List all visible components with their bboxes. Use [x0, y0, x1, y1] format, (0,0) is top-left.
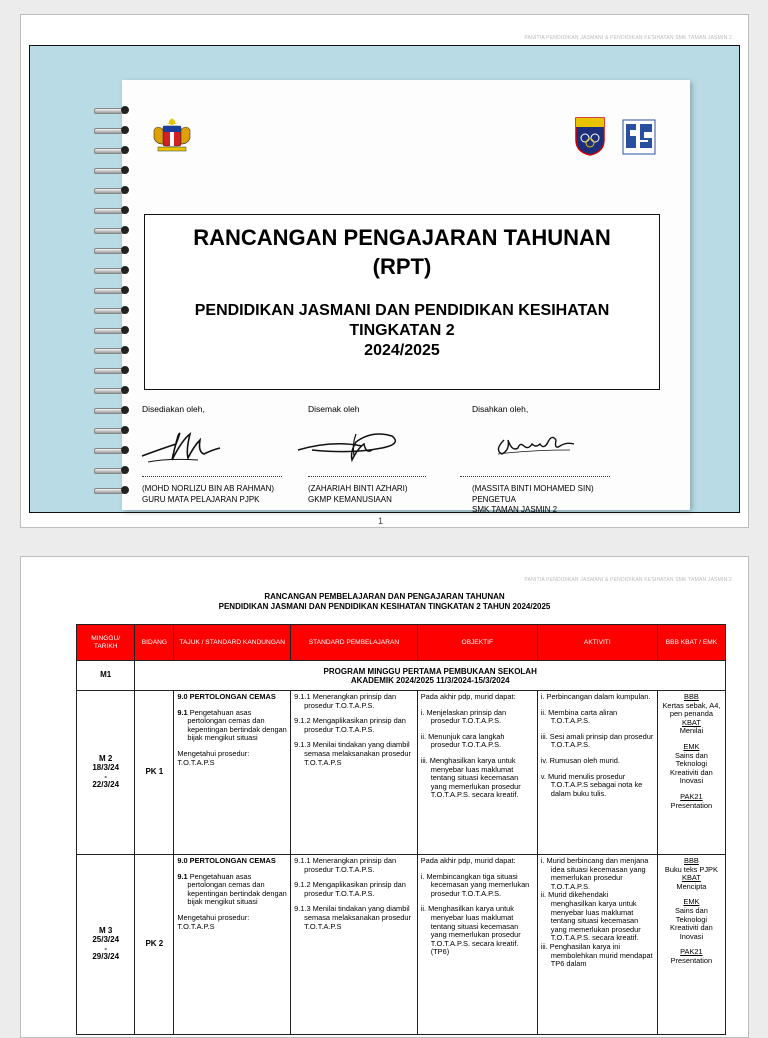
plan-page: [20, 556, 749, 1038]
topic-note: Mengetahui prosedur: T.O.T.A.P.S: [177, 748, 250, 767]
objective-cell: [417, 691, 537, 855]
content-standard: Pengetahuan asas pertolongan cemas dan kepentingan bertindak dengan bijak mengikut situasi: [187, 871, 287, 907]
prepared-by-label: Disediakan oleh,: [142, 404, 205, 414]
spiral-ring: [94, 186, 134, 194]
objective-item: iii. Menghasilkan karya untuk menyebar luas maklumat tentang situasi kecemasan yang memerlukan prosedur T.O.T.A.P.S. secara kreatif.: [420, 755, 521, 800]
sports-logo-icon: [622, 118, 656, 156]
form-level: TINGKATAN 2: [349, 322, 455, 339]
spiral-ring: [94, 446, 134, 454]
week-end: 22/3/24: [92, 780, 120, 790]
learning-standard-cell: [291, 855, 418, 1035]
spiral-ring: [94, 326, 134, 334]
spiral-ring: [94, 386, 134, 394]
activity-cell: [537, 691, 657, 855]
spiral-ring: [94, 426, 134, 434]
column-header: BIDANG: [135, 625, 174, 661]
spiral-ring: [94, 166, 134, 174]
week-number: M 2: [99, 754, 113, 764]
content-standard: Pengetahuan asas pertolongan cemas dan kepentingan bertindak dengan bijak mengikut situasi: [187, 707, 287, 743]
spiral-ring: [94, 226, 134, 234]
week-cell: [77, 855, 135, 1035]
spiral-ring: [94, 406, 134, 414]
bbb-text: Kertas sebak, A4, pen penanda: [662, 700, 721, 719]
objective-intro: Pada akhir pdp, murid dapat:: [420, 856, 516, 865]
lesson-plan-table: [76, 624, 726, 1035]
plan-title: [21, 592, 748, 611]
objective-item: ii. Menghasilkan karya untuk menyebar luas maklumat tentang situasi kecemasan yang memerlukan prosedur T.O.T.A.P.S. secara kreatif. (TP6): [420, 904, 521, 957]
table-header-row: [77, 625, 726, 661]
learning-standard: 9.1.2 Mengaplikasikan prinsip dan prosedur T.O.T.A.P.S.: [294, 716, 406, 734]
activity-item: iii. Sesi amali prinsip dan prosedur T.O.T.A.P.S.: [540, 731, 654, 750]
week-cell: [77, 691, 135, 855]
objective-item: i. Menjelaskan prinsip dan prosedur T.O.T.A.P.S.: [420, 707, 507, 726]
cover-page: [20, 14, 749, 528]
topic-heading: 9.0 PERTOLONGAN CEMAS: [177, 692, 276, 701]
learning-standard: 9.1.1 Menerangkan prinsip dan prosedur T.O.T.A.P.S.: [294, 856, 397, 874]
learning-standard: 9.1.1 Menerangkan prinsip dan prosedur T.O.T.A.P.S.: [294, 692, 397, 710]
document-title: RANCANGAN PENGAJARAN TAHUNAN: [193, 225, 611, 250]
spiral-ring: [94, 266, 134, 274]
signatory-position: GURU MATA PELAJARAN PJPK: [142, 494, 260, 504]
approved-by-label: Disahkan oleh,: [472, 404, 529, 414]
activity-item: v. Murid menulis prosedur T.O.T.A.P.S sebagai nota ke dalam buku tulis.: [540, 771, 643, 798]
week-number: M 3: [99, 926, 113, 936]
coat-of-arms-icon: [150, 116, 194, 156]
column-header: OBJEKTIF: [417, 625, 537, 661]
signatory-school: SMK TAMAN JASMIN 2: [472, 505, 558, 514]
spiral-ring: [94, 286, 134, 294]
spiral-ring: [94, 306, 134, 314]
program-date: AKADEMIK 2024/2025 11/3/2024-15/3/2024: [350, 675, 510, 685]
column-header: AKTIVITI: [537, 625, 657, 661]
standard-number: 9.1: [177, 871, 188, 881]
column-header: BBB KBAT / EMK: [657, 625, 725, 661]
bbb-label: BBB: [684, 856, 699, 865]
emk-label: EMK: [683, 741, 700, 751]
objective-intro: Pada akhir pdp, murid dapat:: [420, 692, 516, 701]
activity-item: ii. Murid dikehendaki menghasilkan karya untuk menyebar luas maklumat tentang situasi kecemasan yang memerlukan prosedur T.O.T.A.P.S. secara kreatif.: [540, 890, 641, 943]
spiral-ring: [94, 146, 134, 154]
column-header: TAJUK / STANDARD KANDUNGAN: [174, 625, 291, 661]
week-cell: M1: [77, 661, 135, 691]
pak21-text: Presentation: [670, 955, 713, 965]
kbat-label: KBAT: [682, 873, 701, 883]
resources-cell: [657, 855, 725, 1035]
emk-text: Sains dan Teknologi Kreativiti dan Inovasi: [670, 750, 713, 786]
emk-text: Sains dan Teknologi Kreativiti dan Inovasi: [670, 905, 713, 941]
kbat-text: Mencipta: [676, 881, 707, 891]
spiral-ring: [94, 366, 134, 374]
field-cell: PK 1: [135, 691, 174, 855]
field-cell: PK 2: [135, 855, 174, 1035]
plan-subtitle-line: PENDIDIKAN JASMANI DAN PENDIDIKAN KESIHATAN TINGKATAN 2 TAHUN 2024/2025: [218, 601, 551, 611]
checked-by-label: Disemak oleh: [308, 404, 360, 414]
signature-2-icon: [292, 420, 412, 470]
pak21-text: Presentation: [670, 800, 713, 810]
objective-item: i. Membincangkan tiga situasi kecemasan yang memerlukan prosedur T.O.T.A.P.S.: [420, 871, 530, 898]
topic-heading: 9.0 PERTOLONGAN CEMAS: [177, 856, 276, 865]
program-title: PROGRAM MINGGU PERTAMA PEMBUKAAN SEKOLAH: [323, 666, 537, 676]
resources-cell: [657, 691, 725, 855]
topic-cell: [174, 691, 291, 855]
column-header: STANDARD PEMBELAJARAN: [291, 625, 418, 661]
page-number: 1: [378, 516, 384, 526]
header-note: PANITIA PENDIDIKAN JASMANI & PENDIDIKAN KESIHATAN SMK TAMAN JASMIN 2: [524, 577, 732, 583]
document-title-abbr: (RPT): [372, 254, 432, 279]
week-start: 25/3/24: [92, 934, 120, 944]
learning-standard: 9.1.3 Menilai tindakan yang diambil semasa melaksanakan prosedur T.O.T.A.P.S: [294, 740, 411, 767]
kbat-label: KBAT: [682, 717, 701, 727]
emk-label: EMK: [683, 897, 700, 907]
activity-item: i. Perbincangan dalam kumpulan.: [540, 692, 651, 701]
activity-item: ii. Membina carta aliran T.O.T.A.P.S.: [540, 707, 618, 726]
week-sep: -: [104, 943, 108, 953]
cover-background: [29, 45, 740, 513]
spiral-ring: [94, 346, 134, 354]
table-row: [77, 855, 726, 1035]
week-sep: -: [104, 771, 108, 781]
table-row: [77, 691, 726, 855]
objective-item: ii. Menunjuk cara langkah prosedur T.O.T.A.P.S.: [420, 731, 505, 750]
pak21-label: PAK21: [680, 947, 703, 957]
plan-title-line: RANCANGAN PEMBELAJARAN DAN PENGAJARAN TAHUNAN: [264, 592, 505, 601]
learning-standard: 9.1.2 Mengaplikasikan prinsip dan prosedur T.O.T.A.P.S.: [294, 880, 406, 898]
spiral-ring: [94, 466, 134, 474]
bbb-label: BBB: [684, 692, 699, 701]
learning-standard: 9.1.3 Menilai tindakan yang diambil semasa melaksanakan prosedur T.O.T.A.P.S: [294, 904, 411, 931]
week-start: 18/3/24: [92, 762, 120, 772]
signatory-approved: [472, 484, 594, 516]
signatory-checked: [308, 484, 408, 505]
signatory-position: PENGETUA: [472, 494, 517, 504]
signatory-prepared: [142, 484, 274, 505]
standard-number: 9.1: [177, 707, 188, 717]
title-box: [144, 214, 660, 390]
signatory-name: (MOHD NORLIZU BIN AB RAHMAN): [142, 484, 275, 493]
spiral-ring: [94, 486, 134, 494]
table-row-m1: [77, 661, 726, 691]
objective-cell: [417, 855, 537, 1035]
bbb-text: Buku teks PJPK: [664, 864, 718, 874]
activity-cell: [537, 855, 657, 1035]
signatory-name: (ZAHARIAH BINTI AZHARI): [308, 484, 408, 493]
signature-3-icon: [490, 420, 590, 470]
week-end: 29/3/24: [92, 952, 120, 962]
pak21-label: PAK21: [680, 791, 703, 801]
subject-title: PENDIDIKAN JASMANI DAN PENDIDIKAN KESIHATAN: [194, 302, 610, 319]
spiral-ring: [94, 126, 134, 134]
activity-item: iv. Rumusan oleh murid.: [540, 755, 620, 765]
topic-note: Mengetahui prosedur: T.O.T.A.P.S: [177, 912, 250, 931]
signatory-name: (MASSITA BINTI MOHAMED SIN): [472, 484, 594, 493]
column-header: MINGGU/ TARIKH: [77, 625, 135, 661]
learning-standard-cell: [291, 691, 418, 855]
topic-cell: [174, 855, 291, 1035]
signature-line: [460, 476, 610, 477]
school-crest-icon: [574, 116, 606, 156]
spiral-ring: [94, 246, 134, 254]
spiral-ring: [94, 206, 134, 214]
signature-line: [308, 476, 426, 477]
activity-item: iii. Penghasilan karya ini membolehkan murid mendapat TP6 dalam: [540, 941, 653, 969]
academic-year: 2024/2025: [364, 342, 440, 359]
signature-1-icon: [138, 420, 228, 470]
signatory-position: GKMP KEMANUSIAAN: [308, 494, 392, 504]
spiral-ring: [94, 106, 134, 114]
activity-item: i. Murid berbincang dan menjana idea situasi kecemasan yang memerlukan prosedur T.O.T.A.P.S.: [540, 856, 649, 891]
signature-line: [142, 476, 282, 477]
kbat-text: Menilai: [679, 726, 704, 736]
header-note: PANITIA PENDIDIKAN JASMANI & PENDIDIKAN KESIHATAN SMK TAMAN JASMIN 2: [524, 35, 732, 41]
program-cell: [135, 661, 726, 691]
